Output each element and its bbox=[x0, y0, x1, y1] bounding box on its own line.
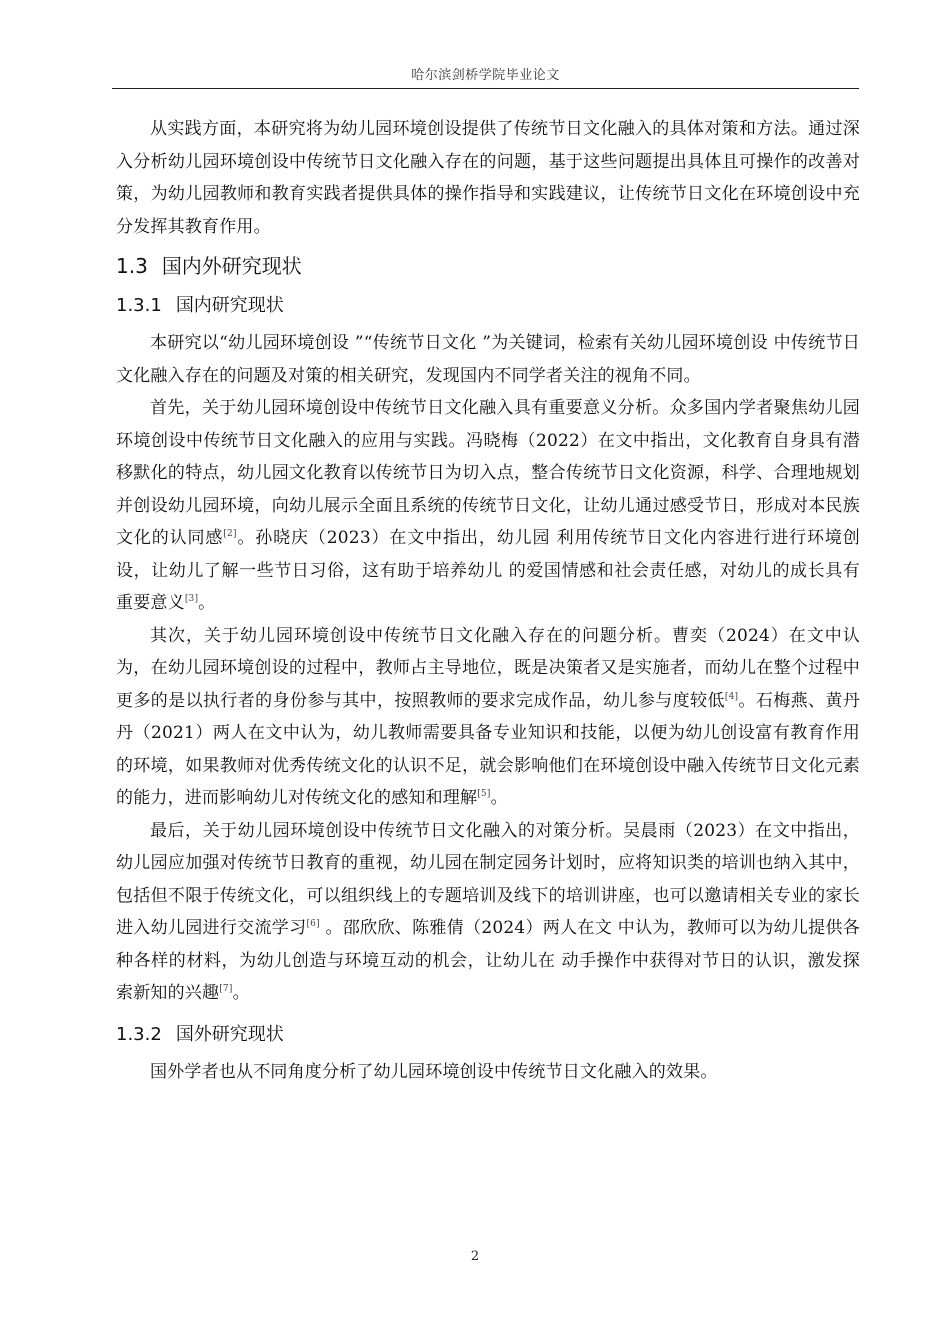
citation-3: [3] bbox=[184, 593, 199, 604]
paragraph-first bbox=[116, 392, 860, 620]
paragraph-practice: 从实践方面，本研究将为幼儿园环境创设提供了传统节日文化融入的具体对策和方法。通过深入分析幼儿园环境创设中传统节日文化融入存在的问题，基于这些问题提出具体且可操作的改善对策，为幼儿园教师和教育实践者提供具体的操作指导和实践建议，让传统节日文化在环境创设中充分发挥其教育作用。 bbox=[116, 119, 860, 237]
subsection-heading-1-3-1 bbox=[116, 291, 860, 321]
section-number: 1.3 bbox=[116, 254, 148, 278]
paragraph-text: 。邵欣欣、陈雅倩（2024）两人在文 中认为，教师可以为幼儿提供各种各样的材料，为幼儿创造与环境互动的机会，让幼儿在 动手操作中获得对节日的认识，激发探索新知的兴趣 bbox=[116, 918, 861, 1003]
subsection-number: 1.3.1 bbox=[116, 295, 162, 316]
subsection-heading-1-3-2 bbox=[116, 1020, 860, 1050]
paragraph-text: 。孙晓庆（2023）在文中指出，幼儿园 利用传统节日文化内容进行进行环境创设，让幼儿了解一些节日习俗，这有助于培养幼儿 的爱国情感和社会责任感，对幼儿的成长具有重要意义 bbox=[116, 528, 860, 613]
paragraph-text: 。 bbox=[490, 788, 508, 808]
citation-2: [2] bbox=[223, 528, 237, 539]
paragraph-text: 最后，关于幼儿园环境创设中传统节日文化融入的对策分析。吴晨雨（2023）在文中指出，幼儿园应加强对传统节日教育的重视，幼儿园在制定园务计划时，应将知识类的培训也纳入其中，包括但不限于传统文化，可以组织线上的专题培训及线下的培训讲座，也可以邀请相关专业的家长进入幼儿园进行交流学习 bbox=[116, 820, 860, 938]
paragraph-intro: 本研究以“幼儿园环境创设 ”“传统节日文化 ”为关键词，检索有关幼儿园环境创设 中传统节日文化融入存在的问题及对策的相关研究，发现国内不同学者关注的视角不同。 bbox=[116, 333, 860, 386]
section-title: 国内外研究现状 bbox=[161, 254, 302, 278]
header-rule bbox=[112, 88, 859, 89]
paragraph-second bbox=[116, 620, 860, 815]
citation-5: [5] bbox=[477, 788, 491, 799]
paragraph-foreign: 国外学者也从不同角度分析了幼儿园环境创设中传统节日文化融入的效果。 bbox=[150, 1061, 718, 1082]
subsection-number: 1.3.2 bbox=[116, 1023, 162, 1045]
paragraph-last bbox=[116, 815, 860, 1010]
body-text bbox=[116, 113, 860, 1088]
subsection-title: 国外研究现状 bbox=[175, 1023, 284, 1045]
subsection-title: 国内研究现状 bbox=[175, 295, 284, 316]
citation-4: [4] bbox=[724, 691, 739, 702]
paragraph-text: 。 bbox=[232, 983, 250, 1003]
section-heading-1-3 bbox=[116, 251, 860, 281]
citation-6: [6] bbox=[306, 918, 320, 929]
paragraph-text: 。 bbox=[198, 593, 216, 613]
citation-7: [7] bbox=[219, 983, 233, 994]
running-header: 哈尔滨剑桥学院毕业论文 bbox=[411, 68, 560, 83]
paragraph-text: 。石梅燕、黄丹丹（2021）两人在文中认为，幼儿教师需要具备专业知识和技能，以便为幼儿创设富有教育作用的环境，如果教师对优秀传统文化的认识不足，就会影响他们在环境创设中融入传统节日文化元素的能力，进而影响幼儿对传统文化的感知和理解 bbox=[116, 690, 861, 808]
paragraph-text: 首先，关于幼儿园环境创设中传统节日文化融入具有重要意义分析。众多国内学者聚焦幼儿园环境创设中传统节日文化融入的应用与实践。冯晓梅（2022）在文中指出，文化教育自身具有潜移默化的特点，幼儿园文化教育以传统节日为切入点，整合传统节日文化资源，科学、合理地规划并创设幼儿园环境，向幼儿展示全面且系统的传统节日文化，让幼儿通过感受节日，形成对本民族文化的认同感 bbox=[116, 398, 860, 548]
page-number: 2 bbox=[470, 1249, 480, 1264]
paragraph-text: 其次，关于幼儿园环境创设中传统节日文化融入存在的问题分析。曹奕（2024）在文中认为，在幼儿园环境创设的过程中，教师占主导地位，既是决策者又是实施者，而幼儿在整个过程中更多的是以执行者的身份参与其中，按照教师的要求完成作品，幼儿参与度较低 bbox=[116, 625, 860, 711]
